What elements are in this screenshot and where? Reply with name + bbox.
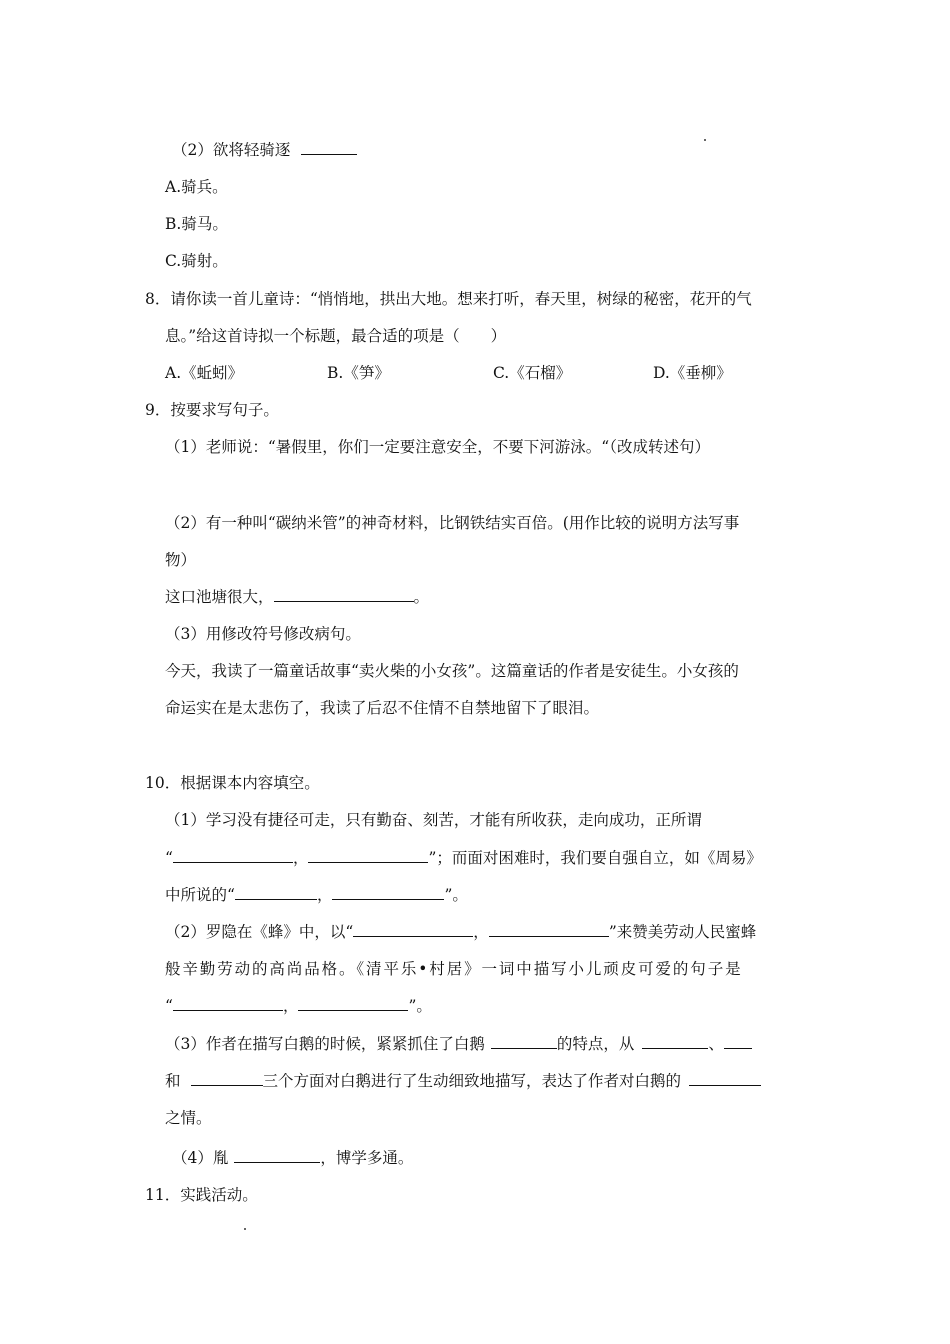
q8-option-b: B.《笋》 [327, 364, 390, 382]
q10-p3-line1 [165, 1034, 752, 1054]
comma: ， [473, 923, 489, 941]
answer-blank[interactable] [489, 922, 609, 937]
answer-blank[interactable] [332, 885, 444, 900]
q9-title: 9．按要求写句子。 [145, 401, 279, 419]
q10-p2-line2: 般辛勤劳动的高尚品格。《清平乐•村居》一词中描写小儿顽皮可爱的句子是 [165, 960, 743, 978]
q9-answer-suffix: 。 [413, 588, 430, 606]
open-quote: “ [165, 849, 173, 867]
q10-p1-line2 [165, 848, 762, 868]
q9-part3-text-line1: 今天，我读了一篇童话故事“卖火柴的小女孩”。这篇童话的作者是安徒生。小女孩的 [165, 662, 739, 680]
comma: ， [316, 886, 333, 904]
q10-p1-line3 [165, 885, 468, 905]
q9-part2-answer [165, 587, 429, 607]
q7-option-a: A.骑兵。 [165, 178, 228, 196]
speck-bottom [244, 1228, 246, 1230]
q10-p1-line3-prefix: 中所说的“ [165, 886, 235, 904]
q10-p1-line1: （1）学习没有捷径可走，只有勤奋、刻苦，才能有所收获，走向成功，正所谓 [165, 811, 702, 829]
q8-option-a: A.《蚯蚓》 [165, 364, 244, 382]
answer-blank[interactable] [301, 140, 357, 155]
q10-p2-line1 [165, 922, 756, 942]
q10-p1-mid-text: ”；而面对困难时，我们要自强自立，如《周易》 [428, 849, 762, 867]
q10-p4 [172, 1148, 413, 1168]
q10-p3-text-b: 的特点，从 [556, 1035, 635, 1053]
q8-stem-line2: 息。”给这首诗拟一个标题，最合适的项是（ ） [165, 327, 507, 345]
q11-title: 11．实践活动。 [145, 1186, 258, 1204]
q7-part2-stem [172, 140, 357, 160]
open-quote: “ [165, 997, 173, 1015]
q9-part2-line1: （2）有一种叫“碳纳米管”的神奇材料，比钢铁结实百倍。(用作比较的说明方法写事 [165, 514, 740, 532]
answer-blank[interactable] [191, 1071, 263, 1086]
q10-p3-text-a: （3）作者在描写白鹅的时候，紧紧抓住了白鹅 [165, 1035, 485, 1053]
q10-p3-text-d: 三个方面对白鹅进行了生动细致地描写，表达了作者对白鹅的 [262, 1072, 682, 1090]
q9-part2-line2: 物） [165, 551, 197, 569]
comma: ， [292, 849, 309, 867]
q10-p2-prefix: （2）罗隐在《蜂》中，以“ [165, 923, 354, 941]
q7-option-b: B.骑马。 [165, 215, 228, 233]
answer-blank[interactable] [298, 996, 408, 1011]
answer-blank[interactable] [353, 922, 473, 937]
answer-blank[interactable] [724, 1034, 752, 1049]
q10-p4-suffix: ，博学多通。 [320, 1149, 414, 1167]
close-quote: ”。 [408, 997, 432, 1015]
q9-part3-text-line2: 命运实在是太悲伤了，我读了后忍不住情不自禁地留下了眼泪。 [165, 699, 600, 717]
q7-part2-stem-text: （2）欲将轻骑逐 [172, 141, 291, 159]
q10-p2-line3 [165, 996, 432, 1016]
q10-p3-line3: 之情。 [165, 1109, 212, 1127]
q8-stem-line1: 8．请你读一首儿童诗：“悄悄地，拱出大地。想来打听，春天里，树绿的秘密，花开的气 [145, 290, 752, 308]
q10-p3-text-c: 、 [708, 1035, 724, 1053]
q8-option-d: D.《垂柳》 [653, 364, 732, 382]
close-quote: ”。 [444, 886, 468, 904]
comma: ， [282, 997, 299, 1015]
answer-blank[interactable] [274, 587, 414, 602]
q9-part3: （3）用修改符号修改病句。 [165, 625, 361, 643]
q10-p2-suffix: ”来赞美劳动人民蜜蜂 [608, 923, 757, 941]
q10-title: 10．根据课本内容填空。 [145, 774, 320, 792]
q10-p3-text-and: 和 [165, 1072, 181, 1090]
answer-blank[interactable] [491, 1034, 557, 1049]
q9-answer-prefix: 这口池塘很大， [165, 588, 274, 606]
answer-blank[interactable] [308, 848, 428, 863]
answer-blank[interactable] [689, 1071, 761, 1086]
q9-part1: （1）老师说：“暑假里，你们一定要注意安全，不要下河游泳。“（改成转述句） [165, 438, 710, 456]
answer-blank[interactable] [234, 1148, 320, 1163]
q10-p3-line2 [165, 1071, 761, 1091]
answer-blank[interactable] [173, 996, 283, 1011]
q7-option-c: C.骑射。 [165, 252, 228, 270]
q8-option-c: C.《石榴》 [493, 364, 572, 382]
answer-blank[interactable] [173, 848, 293, 863]
speck-top [704, 139, 706, 141]
answer-blank[interactable] [235, 885, 317, 900]
answer-blank[interactable] [642, 1034, 708, 1049]
q10-p4-prefix: （4）胤 [172, 1149, 229, 1167]
